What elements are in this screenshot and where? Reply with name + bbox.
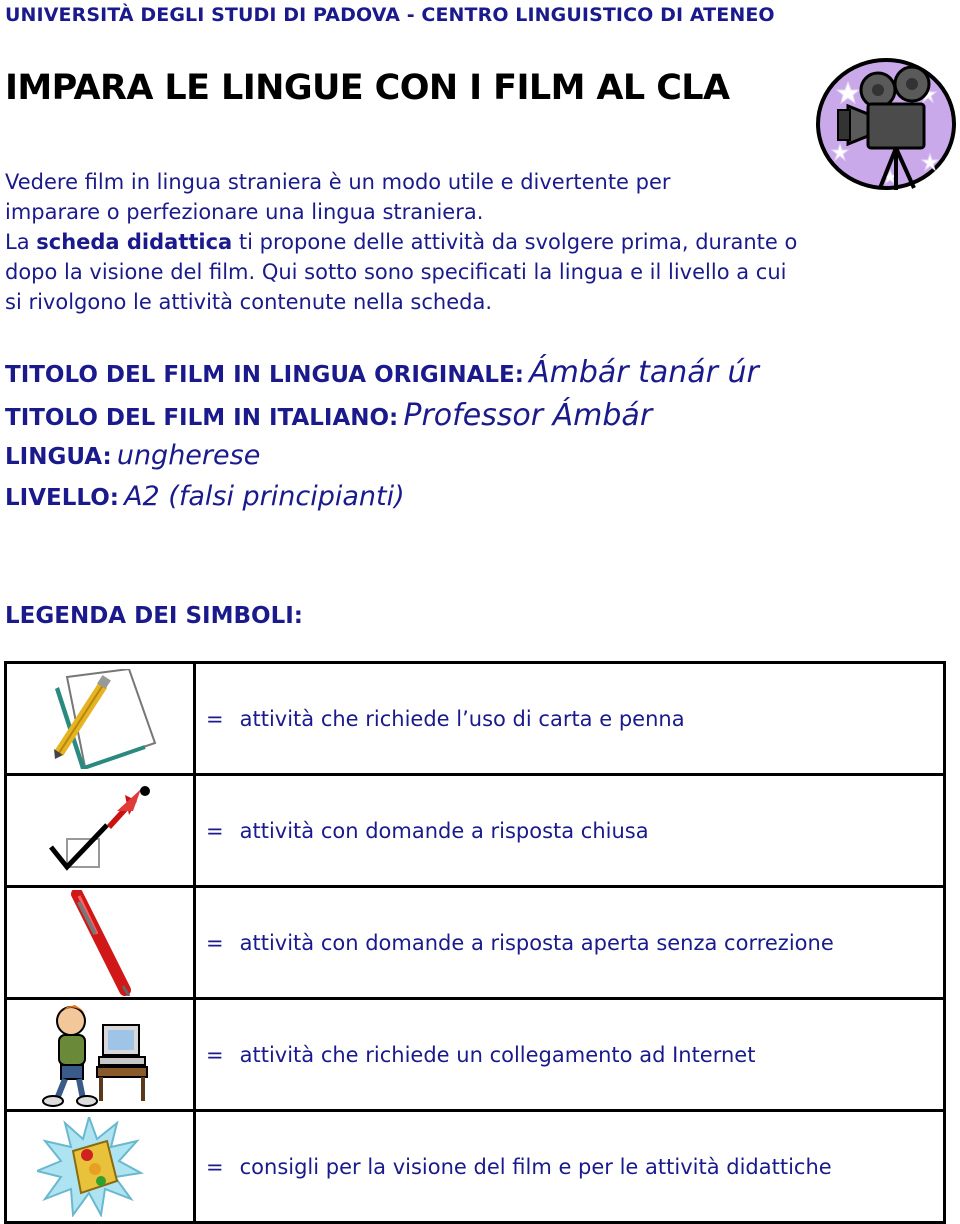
checkmark-dart-icon xyxy=(37,781,157,881)
italian-title-label: TITOLO DEL FILM IN ITALIANO: xyxy=(5,405,399,431)
scheda-didattica-bold: scheda didattica xyxy=(36,230,233,254)
level-label: LIVELLO: xyxy=(5,485,119,511)
intro-line: Vedere film in lingua straniera è un modo utile e divertente per xyxy=(5,170,671,194)
intro-line: imparare o perfezionare una lingua straniera. xyxy=(5,200,484,224)
original-title-row xyxy=(5,355,759,390)
legend-row: = attività con domande a risposta chiusa xyxy=(6,775,945,887)
level-value: A2 (falsi principianti) xyxy=(124,481,405,512)
page-title: IMPARA LE LINGUE CON I FILM AL CLA xyxy=(5,68,730,108)
italian-title-row xyxy=(5,398,652,433)
intro-line: si rivolgono le attività contenute nella scheda. xyxy=(5,290,493,314)
original-title-label: TITOLO DEL FILM IN LINGUA ORIGINALE: xyxy=(5,362,524,388)
legend-text-paper-pencil: attività che richiede l’uso di carta e penna xyxy=(239,706,685,731)
legend-row: = attività che richiede l’uso di carta e penna xyxy=(6,663,945,775)
language-value: ungherese xyxy=(116,440,261,471)
red-pen-icon xyxy=(37,890,157,996)
legend-text-internet: attività che richiede un collegamento ad Internet xyxy=(239,1042,756,1067)
university-header: UNIVERSITÀ DEGLI STUDI DI PADOVA - CENTRO LINGUISTICO DI ATENEO xyxy=(5,4,775,26)
legend-text-closed-questions: attività con domande a risposta chiusa xyxy=(239,818,649,843)
traffic-light-icon xyxy=(37,1117,157,1217)
language-label: LINGUA: xyxy=(5,444,112,470)
legend-title: LEGENDA DEI SIMBOLI: xyxy=(5,603,303,629)
legend-text-viewing-tips: consigli per la visione del film e per le attività didattiche xyxy=(239,1154,832,1179)
legend-row: = consigli per la visione del film e per le attività didattiche xyxy=(6,1111,945,1223)
legend-row: = attività con domande a risposta aperta senza correzione xyxy=(6,887,945,999)
italian-title-value: Professor Ámbár xyxy=(403,398,653,433)
legend-row: = attività che richiede un collegamento ad Internet xyxy=(6,999,945,1111)
level-row xyxy=(5,481,405,512)
intro-line: dopo la visione del film. Qui sotto sono specificati la lingua e il livello a cui xyxy=(5,260,787,284)
legend-table xyxy=(4,661,946,1224)
computer-user-icon xyxy=(37,1001,157,1109)
language-row xyxy=(5,440,260,471)
intro-line: La scheda didattica ti propone delle attività da svolgere prima, durante o xyxy=(5,230,798,254)
paper-pencil-icon xyxy=(37,669,157,769)
intro-paragraph xyxy=(5,167,945,317)
legend-text-open-questions: attività con domande a risposta aperta senza correzione xyxy=(239,930,834,955)
original-title-value: Ámbár tanár úr xyxy=(529,355,759,390)
